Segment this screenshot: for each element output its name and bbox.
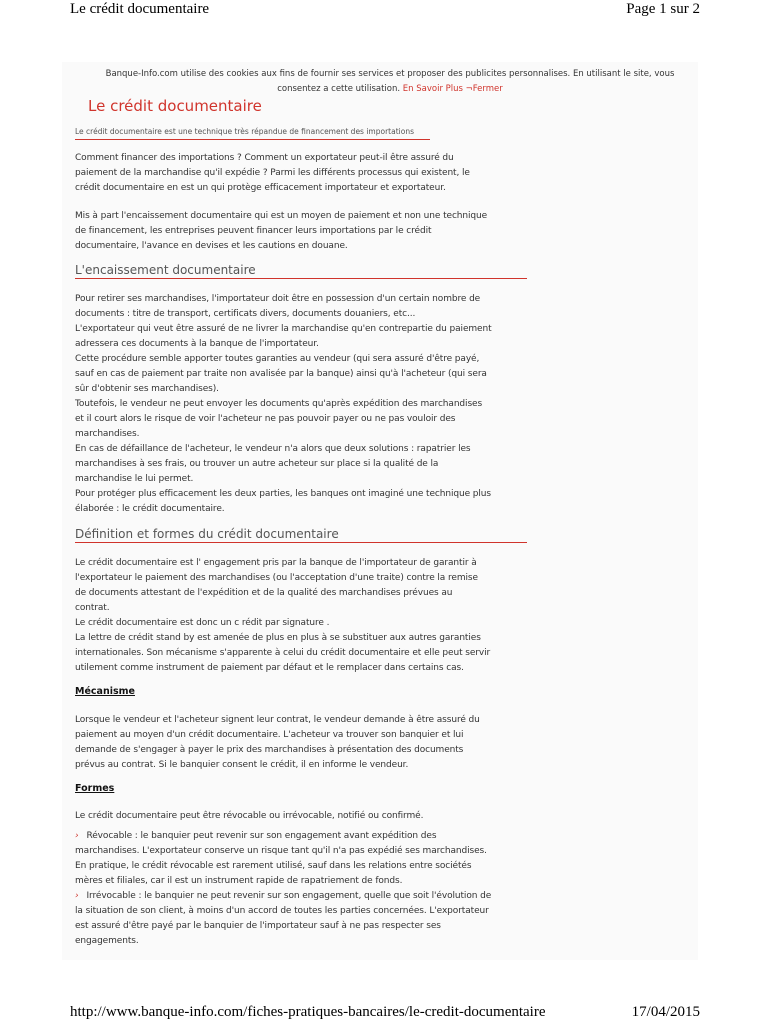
text-line [75, 352, 492, 367]
learn-more-link[interactable]: En Savoir Plus [402, 84, 463, 94]
line-text: L'exportateur qui veut être assuré de ne livrer la marchandise qu'en contrepartie du paiement [75, 324, 492, 334]
line-text: documents : titre de transport, certificats divers, documents douaniers, etc... [75, 309, 416, 319]
text-line [75, 571, 490, 586]
line-text: documentaire, l'avance en devises et les cautions en douane. [75, 241, 348, 251]
text-line [75, 457, 492, 472]
line-text: Révocable : le banquier peut revenir sur son engagement avant expédition des [86, 831, 437, 841]
line-text: est assuré d'être payé par le banquier de l'importateur sauf à ne pas respecter ses [75, 921, 441, 931]
text-line [75, 601, 490, 616]
close-cookie-link[interactable]: ¬Fermer [465, 84, 503, 94]
section-heading: L'encaissement documentaire [75, 263, 527, 279]
article-title: Le crédit documentaire [88, 97, 262, 115]
text-line [75, 728, 480, 743]
line-text: paiement de la marchandise qu'il expédie ? Parmi les différents processus qui existent, le [75, 168, 470, 178]
text-line [75, 427, 492, 442]
text-line [75, 934, 491, 949]
line-text: engagements. [75, 936, 139, 946]
text-line [75, 224, 487, 239]
line-text: utilement comme instrument de paiement par défaut et le remplacer dans certains cas. [75, 663, 464, 673]
line-text: En pratique, le crédit révocable est rarement utilisé, sauf dans les relations entre sociétés [75, 861, 472, 871]
line-text: contrat. [75, 603, 110, 613]
section-paragraph [75, 556, 490, 676]
line-text: la situation de son client, à moins d'un accord de toutes les parties concernées. L'exportateur [75, 906, 489, 916]
text-line [75, 166, 470, 181]
text-line [75, 151, 470, 166]
cookie-text: Banque-Info.com utilise des cookies aux fins de fournir ses services et proposer des publicites personnalises. En utilisant le site, vous [105, 69, 675, 79]
page-footer-url: http://www.banque-info.com/fiches-pratiques-bancaires/le-credit-documentaire [70, 1004, 546, 1020]
page-number: Page 1 sur 2 [626, 1, 700, 17]
text-line [75, 874, 491, 889]
article-subtitle: Le crédit documentaire est une technique très répandue de financement des importations [75, 127, 430, 140]
text-line [75, 713, 480, 728]
subheading-mecanisme: Mécanisme [75, 686, 135, 697]
text-line [75, 758, 480, 773]
text-line [75, 397, 492, 412]
line-text: Mis à part l'encaissement documentaire qui est un moyen de paiement et non une technique [75, 211, 488, 221]
line-text: de documents attestant de l'expédition et de la qualité des marchandises prévues au [75, 588, 453, 598]
cookie-banner [62, 67, 718, 97]
line-text: Comment financer des importations ? Comment un exportateur peut-il être assuré du [75, 153, 454, 163]
bullet-icon: › [75, 891, 79, 901]
line-text: élaborée : le crédit documentaire. [75, 504, 225, 514]
text-line [75, 829, 491, 844]
line-text: crédit documentaire en est un qui protège efficacement importateur et exportateur. [75, 183, 446, 193]
page-footer-date: 17/04/2015 [631, 1004, 700, 1020]
line-text: Toutefois, le vendeur ne peut envoyer les documents qu'après expédition des marchandises [75, 399, 483, 409]
line-text: Irrévocable : le banquier ne peut revenir sur son engagement, quelle que soit l'évolution de [86, 891, 492, 901]
line-text: l'exportateur le paiement des marchandises (ou l'acceptation d'une traite) contre la remise [75, 573, 478, 583]
text-line [75, 322, 492, 337]
line-text: adressera ces documents à la banque de l'importateur. [75, 339, 319, 349]
line-text: Lorsque le vendeur et l'acheteur signent leur contrat, le vendeur demande à être assuré du [75, 715, 480, 725]
line-text: mères et filiales, car il est un instrument rapide de rapatriement de fonds. [75, 876, 403, 886]
text-line [75, 661, 490, 676]
line-text: marchandises. L'exportateur conserve un risque tant qu'il n'a pas expédié ses marchandises. [75, 846, 487, 856]
line-text: marchandises. [75, 429, 140, 439]
section-heading: Définition et formes du crédit documentaire [75, 527, 527, 543]
text-line [75, 919, 491, 934]
line-text: prévus au contrat. Si le banquier consent le crédit, il en informe le vendeur. [75, 760, 409, 770]
line-text: sauf en cas de paiement par traite non avalisée par la banque) ainsi qu'à l'acheteur (qui sera [75, 369, 487, 379]
line-text: Cette procédure semble apporter toutes garanties au vendeur (qui sera assuré d'être payé, [75, 354, 480, 364]
line-text: Le crédit documentaire est l' engagement pris par la banque de l'importateur de garantir à [75, 558, 477, 568]
intro-paragraph [75, 209, 487, 254]
cookie-text-2: consentez a cette utilisation. [277, 84, 401, 94]
text-line [75, 412, 492, 427]
text-line [75, 367, 492, 382]
section-paragraph [75, 292, 492, 517]
text-line [75, 337, 492, 352]
intro-paragraph [75, 151, 470, 196]
formes-list [75, 829, 491, 949]
text-line [75, 307, 492, 322]
line-text: La lettre de crédit stand by est amenée de plus en plus à se substituer aux autres garanties [75, 633, 481, 643]
line-text: demande de s'engager à payer le prix des marchandises à présentation des documents [75, 745, 464, 755]
line-text: Pour retirer ses marchandises, l'importateur doit être en possession d'un certain nombre de [75, 294, 481, 304]
formes-intro: Le crédit documentaire peut être révocable ou irrévocable, notifié ou confirmé. [75, 811, 424, 821]
line-text: Pour protéger plus efficacement les deux parties, les banques ont imaginé une technique plus [75, 489, 491, 499]
line-text: Le crédit documentaire est donc un c rédit par signature . [75, 618, 330, 628]
text-line [75, 442, 492, 457]
text-line [75, 502, 492, 517]
subheading-formes: Formes [75, 783, 115, 794]
text-line [75, 292, 492, 307]
bullet-icon: › [75, 831, 79, 841]
text-line [75, 616, 490, 631]
text-line [75, 472, 492, 487]
text-line [75, 586, 490, 601]
text-line [75, 844, 491, 859]
line-text: internationales. Son mécanisme s'apparente à celui du crédit documentaire et elle peut servir [75, 648, 491, 658]
text-line [75, 904, 491, 919]
text-line [75, 239, 487, 254]
text-line [75, 487, 492, 502]
line-text: En cas de défaillance de l'acheteur, le vendeur n'a alors que deux solutions : rapatrier les [75, 444, 471, 454]
text-line [75, 209, 487, 224]
line-text: et il court alors le risque de voir l'acheteur ne pas pouvoir payer ou ne pas vouloir des [75, 414, 456, 424]
section-paragraph [75, 713, 480, 773]
page-header-title: Le crédit documentaire [70, 1, 210, 17]
text-line [75, 743, 480, 758]
text-line [75, 889, 491, 904]
line-text: paiement au moyen d'un crédit documentaire. L'acheteur va trouver son banquier et lui [75, 730, 464, 740]
text-line [75, 556, 490, 571]
line-text: de financement, les entreprises peuvent financer leurs importations par le crédit [75, 226, 432, 236]
text-line [75, 859, 491, 874]
text-line [75, 631, 490, 646]
text-line [75, 382, 492, 397]
line-text: sûr d'obtenir ses marchandises). [75, 384, 219, 394]
line-text: marchandise le lui permet. [75, 474, 194, 484]
text-line [75, 181, 470, 196]
text-line [75, 646, 490, 661]
line-text: marchandises à ses frais, ou trouver un autre acheteur sur place si la qualité de la [75, 459, 439, 469]
